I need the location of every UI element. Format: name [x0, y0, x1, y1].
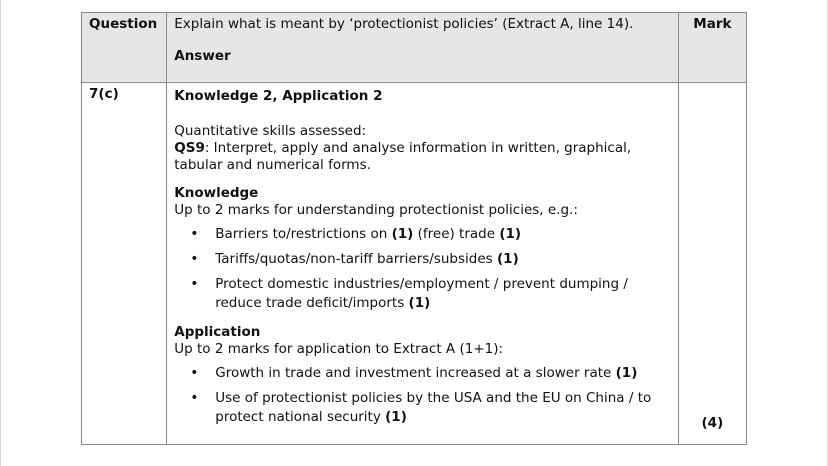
- mark-scheme-table: [81, 12, 747, 445]
- bullet-mark: (1): [408, 295, 431, 311]
- answer-label: Answer: [174, 48, 231, 64]
- list-item: [174, 389, 671, 427]
- bullet-text: Tariffs/quotas/non-tariff barriers/subsides: [215, 251, 497, 267]
- application-intro: Up to 2 marks for application to Extract A (1+1):: [174, 341, 504, 357]
- question-label: Question: [89, 16, 158, 32]
- knowledge-heading: Knowledge: [174, 185, 259, 201]
- list-item: [174, 250, 671, 269]
- bullet-mark: (1): [385, 409, 407, 425]
- application-heading: Application: [174, 324, 261, 340]
- quantitative-skills-block: [174, 123, 671, 174]
- bullet-text: Protect domestic industries/employment / prevent dumping / reduce trade deficit/imports: [215, 276, 628, 311]
- knowledge-list: [174, 225, 671, 313]
- bullet-dot-icon: •: [190, 390, 199, 406]
- answer-row: [82, 83, 747, 445]
- total-mark: (4): [701, 415, 724, 431]
- qs-intro: Quantitative skills assessed:: [174, 123, 367, 139]
- list-item: [174, 275, 671, 313]
- mark-label: Mark: [693, 16, 732, 32]
- bullet-text: Barriers to/restrictions on: [215, 226, 392, 242]
- list-item: [174, 225, 671, 244]
- knowledge-intro: Up to 2 marks for understanding protectionist policies, e.g.:: [174, 202, 578, 218]
- header-row: [82, 13, 747, 83]
- mark-cell: [678, 83, 746, 445]
- bullet-mark: (1): [497, 251, 519, 267]
- bullet-text: Growth in trade and investment increased at a slower rate: [215, 365, 616, 381]
- question-number: 7(c): [89, 86, 119, 102]
- question-number-cell: [82, 83, 167, 445]
- bullet-dot-icon: •: [190, 226, 199, 242]
- bullet-mark: (1): [499, 226, 522, 242]
- bullet-mark: (1): [615, 365, 638, 381]
- question-text-cell: [167, 13, 679, 83]
- list-item: [174, 364, 671, 383]
- qs-description: [174, 140, 671, 174]
- bullet-text: Use of protectionist policies by the USA and the EU on China / to protect national security: [215, 390, 652, 425]
- question-header-cell: [82, 13, 167, 83]
- page-edge-left: [0, 0, 1, 466]
- answer-content-cell: [167, 83, 679, 445]
- bullet-dot-icon: •: [190, 276, 199, 292]
- marks-breakdown: Knowledge 2, Application 2: [174, 88, 383, 104]
- qs-code: QS9: [174, 140, 205, 156]
- bullet-dot-icon: •: [190, 251, 199, 267]
- bullet-text: (free) trade: [413, 226, 500, 242]
- bullet-dot-icon: •: [190, 365, 199, 381]
- application-section: [174, 324, 671, 427]
- mark-header-cell: [678, 13, 746, 83]
- bullet-mark: (1): [391, 226, 414, 242]
- qs-text: : Interpret, apply and analyse information in written, graphical, tabular and numerical forms.: [174, 140, 632, 173]
- application-list: [174, 364, 671, 427]
- question-text: Explain what is meant by ‘protectionist policies’ (Extract A, line 14).: [174, 16, 634, 32]
- knowledge-section: [174, 185, 671, 313]
